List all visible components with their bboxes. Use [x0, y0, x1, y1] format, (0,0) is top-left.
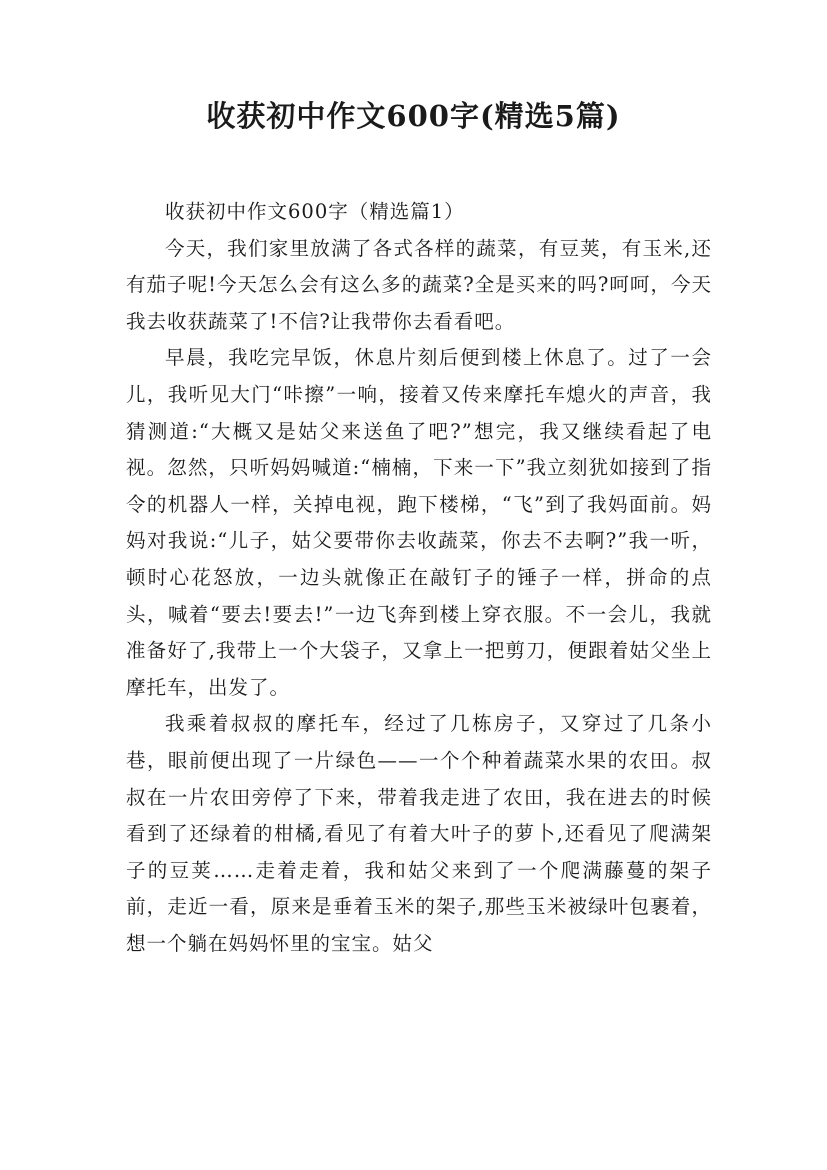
- paragraph-1: 今天，我们家里放满了各式各样的蔬菜，有豆荚，有玉米,还有茄子呢!今天怎么会有这么多的蔬菜?全是买来的吗?呵呵，今天我去收获蔬菜了!不信?让我带你去看看吧。: [126, 236, 712, 333]
- document-title: 收获初中作文600字(精选5篇): [206, 99, 621, 133]
- paragraph-2: 早晨，我吃完早饭，休息片刻后便到楼上休息了。过了一会儿，我听见大门“咔擦”一响，接着又传来摩托车熄火的声音，我猜测道:“大概又是姑父来送鱼了吧?”想完，我又继续看起了电视。忽然，只听妈妈喊道:“楠楠，下来一下”我立刻犹如接到了指令的机器人一样，关掉电视，跑下楼梯，“飞”到了我妈面前。妈妈对我说:“儿子，姑父要带你去收蔬菜，你去不去啊?”我一听，顿时心花怒放，一边头就像正在敲钉子的锤子一样，拼命的点头，喊着“要去!要去!”一边飞奔到楼上穿衣服。不一会儿，我就准备好了,我带上一个大袋子，又拿上一把剪刀，便跟着姑父坐上摩托车，出发了。: [126, 346, 712, 699]
- paragraph-3: 我乘着叔叔的摩托车，经过了几栋房子，又穿过了几条小巷，眼前便出现了一片绿色——一个个种着蔬菜水果的农田。叔叔在一片农田旁停了下来，带着我走进了农田，我在进去的时候看到了还绿着的柑橘,看见了有着大叶子的萝卜,还看见了爬满架子的豆荚……走着走着，我和姑父来到了一个爬满藤蔓的架子前，走近一看，原来是垂着玉米的架子,那些玉米被绿叶包裹着，想一个躺在妈妈怀里的宝宝。姑父: [126, 712, 712, 955]
- section-subtitle: 收获初中作文600字（精选篇1）: [165, 200, 465, 223]
- document-body: [126, 194, 712, 962]
